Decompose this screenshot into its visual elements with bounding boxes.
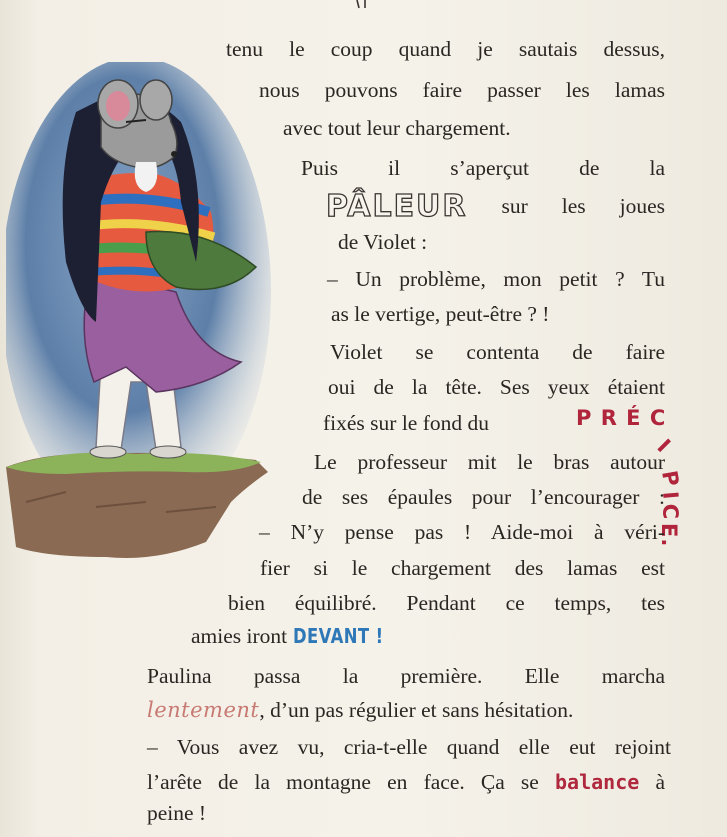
text-line-1: tenu le coup quand je sautais dessus, bbox=[226, 37, 665, 61]
precipice-letters-curve: I bbox=[652, 434, 676, 458]
decorated-word-balance: balance bbox=[555, 770, 640, 794]
text-line-16: bien équilibré. Pendant ce temps, tes bbox=[228, 591, 665, 615]
text-line-19 bbox=[147, 694, 573, 726]
text-line-17 bbox=[191, 620, 403, 652]
precipice-letters-top: P R É C bbox=[576, 406, 667, 430]
text-line-11-text: fixés sur le fond du bbox=[323, 411, 489, 435]
text-line-9: Violet se contenta de faire bbox=[330, 340, 665, 364]
top-binding-mark bbox=[353, 0, 373, 10]
text-line-15: fier si le chargement des lamas est bbox=[260, 556, 665, 580]
text-line-22: peine ! bbox=[147, 801, 207, 825]
text-line-3: avec tout leur chargement. bbox=[283, 116, 511, 140]
text-line-5-rest: sur les joues bbox=[501, 194, 666, 218]
text-line-12: Le professeur mit le bras autour bbox=[314, 450, 665, 474]
svg-text:E.: E. bbox=[657, 523, 681, 548]
svg-text:C: C bbox=[658, 503, 683, 521]
text-line-8: as le vertige, peut-être ? ! bbox=[331, 302, 550, 326]
text-line-21-text: l’arête de la montagne en face. Ça se bbox=[147, 770, 539, 794]
text-line-10: oui de la tête. Ses yeux étaient bbox=[328, 375, 665, 399]
text-line-20: – Vous avez vu, cria-t-elle quand elle eut rejoint bbox=[147, 735, 671, 759]
text-line-14: – N’y pense pas ! Aide-moi à véri- bbox=[259, 520, 665, 544]
text-line-2: nous pouvons faire passer les lamas bbox=[259, 78, 665, 102]
decorated-word-lentement: lentement bbox=[147, 698, 260, 722]
text-line-11 bbox=[323, 407, 489, 439]
decorated-word-paleur: PÂLEUR bbox=[326, 189, 468, 224]
character-illustration bbox=[6, 62, 274, 582]
text-line-17-text: amies iront bbox=[191, 624, 288, 648]
text-line-21 bbox=[147, 766, 665, 798]
text-line-6: de Violet : bbox=[338, 230, 428, 254]
text-line-5 bbox=[326, 186, 665, 226]
text-line-13: de ses épaules pour l’encourager : bbox=[302, 485, 665, 509]
text-line-7: – Un problème, mon petit ? Tu bbox=[327, 267, 665, 291]
svg-text:I: I bbox=[658, 490, 683, 502]
text-line-19-rest: , d’un pas régulier et sans hésitation. bbox=[259, 698, 574, 722]
precipice-letters-down: P bbox=[657, 468, 684, 490]
decorated-word-devant: DEVANT ! bbox=[292, 624, 383, 648]
text-line-18: Paulina passa la première. Elle marcha bbox=[147, 664, 665, 688]
text-line-21-end: à bbox=[655, 770, 666, 794]
text-line-4: Puis il s’aperçut de la bbox=[301, 156, 665, 180]
